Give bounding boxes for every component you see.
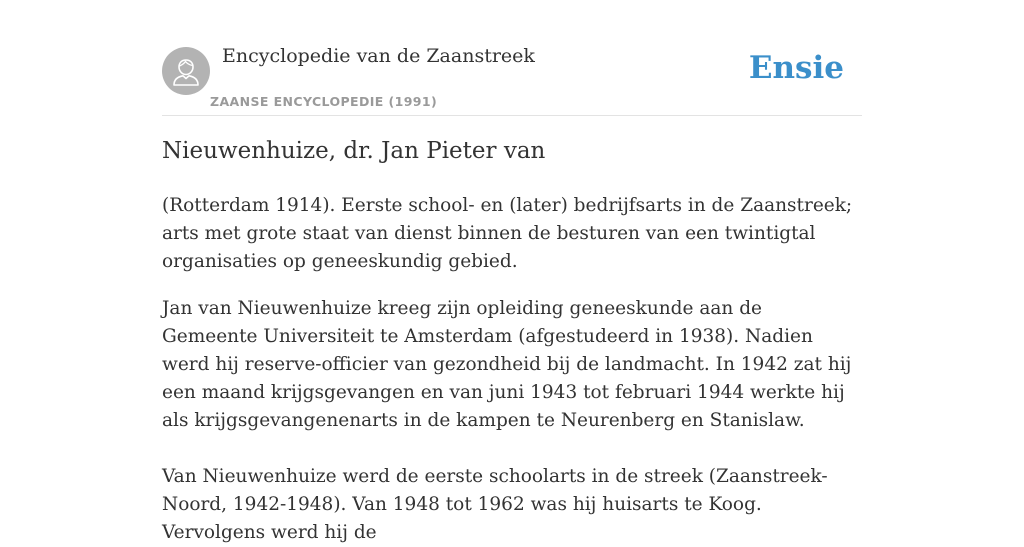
source-subtitle[interactable]: ZAANSE ENCYCLOPEDIE (1991) — [210, 94, 438, 109]
article-paragraph: Van Nieuwenhuize werd de eerste schoolarts in de streek (Zaanstreek-Noord, 1942-1948). Van 1948 tot 1962 was hij huisarts te Koog. Vervolgens werd hij de — [162, 466, 828, 543]
ensie-logo[interactable]: Ensie — [748, 50, 844, 86]
user-icon — [162, 47, 210, 95]
source-title[interactable]: Encyclopedie van de Zaanstreek — [222, 45, 535, 67]
article-intro: (Rotterdam 1914). Eerste school- en (later) bedrijfsarts in de Zaanstreek; arts met grote staat van dienst binnen de besturen van een twintigtal organisaties op geneeskundig gebied. — [162, 195, 853, 272]
article-title: Nieuwenhuize, dr. Jan Pieter van — [162, 138, 546, 164]
article-paragraph: Jan van Nieuwenhuize kreeg zijn opleiding geneeskunde aan de Gemeente Universiteit te Amsterdam (afgestudeerd in 1938). Nadien werd hij reserve-officier van gezondheid bij de landmacht. In 1942 zat hij een maand krijgsgevangen en van juni 1943 tot februari 1944 werkte hij als krijgsgevangenenarts in de kampen te Neurenberg en Stanislaw. — [162, 298, 852, 431]
source-avatar[interactable] — [162, 47, 210, 95]
header-divider — [162, 115, 862, 116]
